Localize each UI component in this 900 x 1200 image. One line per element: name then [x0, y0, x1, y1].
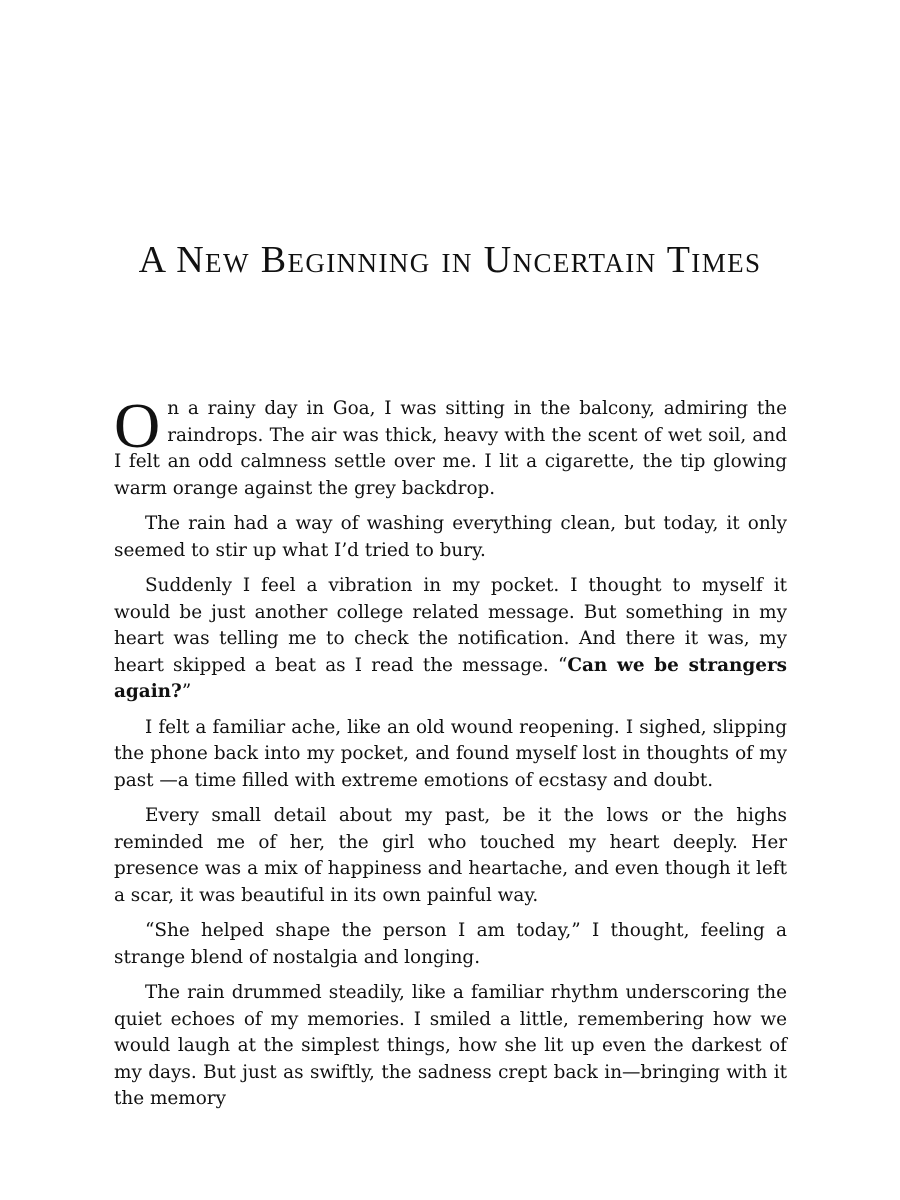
- paragraph-3: [114, 573, 787, 706]
- paragraph-2: The rain had a way of washing everything clean, but today, it only seemed to stir up what I’d tried to bury.: [114, 513, 787, 561]
- chapter-body: [114, 390, 787, 1122]
- paragraph-1-text: n a rainy day in Goa, I was sitting in the balcony, admiring the raindrops. The air was thick, heavy with the scent of wet soil, and I felt an odd calmness settle over me. I lit a cigarette, the tip glowing warm orange against the grey backdrop.: [114, 398, 787, 499]
- paragraph-4: I felt a familiar ache, like an old wound reopening. I sighed, slipping the phone back into my pocket, and found myself lost in thoughts of my past —a time filled with extreme emotions of ecstasy and doubt.: [114, 716, 787, 791]
- message-text: Can we be strangers again?: [114, 654, 787, 702]
- paragraph-5: Every small detail about my past, be it the lows or the highs reminded me of her, the girl who touched my heart deeply. Her presence was a mix of happiness and heartache, and even though it left a scar, it was beautiful in its own painful way.: [114, 805, 787, 906]
- paragraph-3-text: Suddenly I feel a vibration in my pocket. I thought to myself it would be just another college related message. But something in my heart was telling me to check the notification. And there it was, my heart skipped a beat as I read the message. “: [114, 575, 787, 676]
- chapter-title: A New Beginning in Uncertain Times: [138, 239, 762, 281]
- paragraph-7: The rain drummed steadily, like a familiar rhythm underscoring the quiet echoes of my memories. I smiled a little, remembering how we would laugh at the simplest things, how she lit up even the darkest of my days. But just as swiftly, the sadness crept back in—bringing with it the memory: [114, 982, 787, 1109]
- paragraph-1: [114, 390, 787, 502]
- paragraph-6: “She helped shape the person I am today,” I thought, feeling a strange blend of nostalgia and longing.: [114, 920, 787, 968]
- drop-cap: O: [114, 390, 161, 461]
- closing-quote: ”: [181, 681, 192, 702]
